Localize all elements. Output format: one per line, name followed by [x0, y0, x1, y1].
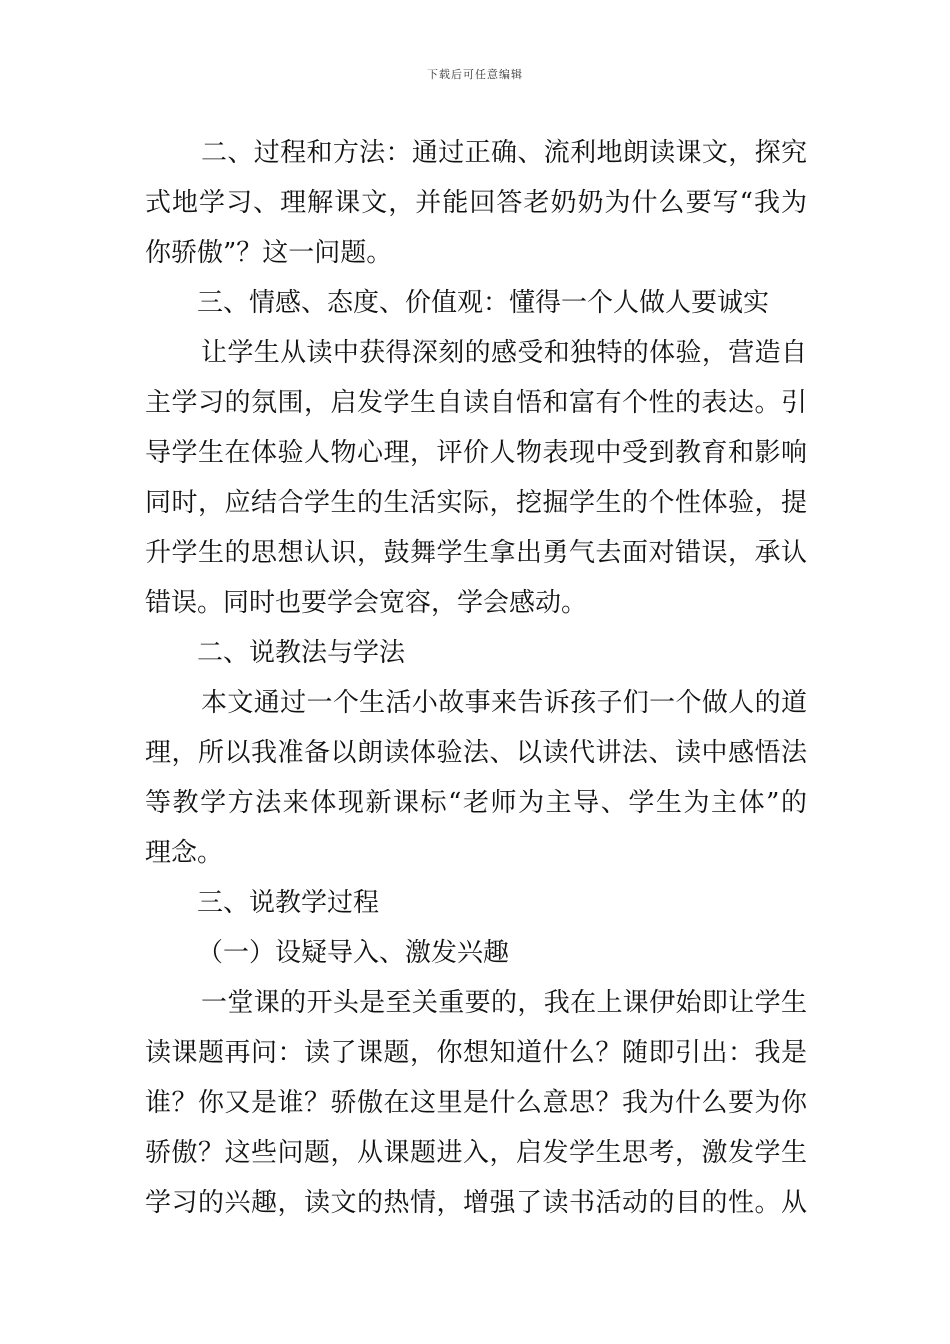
paragraph-line: 式地学习、理解课文，并能回答老奶奶为什么要写“我为: [145, 188, 807, 218]
paragraph-line: 谁？你又是谁？骄傲在这里是什么意思？我为什么要为你: [145, 1088, 807, 1118]
paragraph-line: 等教学方法来体现新课标“老师为主导、学生为主体”的: [145, 788, 807, 818]
page-header-note: 下载后可任意编辑: [427, 68, 523, 81]
paragraph-line: 二、过程和方法：通过正确、流利地朗读课文，探究: [201, 138, 807, 168]
paragraph-line: 读课题再问：读了课题，你想知道什么？随即引出：我是: [145, 1038, 807, 1068]
paragraph-line: 让学生从读中获得深刻的感受和独特的体验，营造自: [201, 338, 807, 368]
paragraph-line: 本文通过一个生活小故事来告诉孩子们一个做人的道: [201, 688, 807, 718]
section-heading: 三、说教学过程: [197, 888, 380, 918]
section-heading: 三、情感、态度、价值观：懂得一个人做人要诚实: [197, 288, 770, 318]
subsection-heading: （一）设疑导入、激发兴趣: [197, 938, 510, 968]
paragraph-line: 主学习的氛围，启发学生自读自悟和富有个性的表达。引: [145, 388, 807, 418]
paragraph-line: 理念。: [145, 838, 224, 868]
paragraph-line: 错误。同时也要学会宽容，学会感动。: [145, 588, 588, 618]
paragraph-line: 一堂课的开头是至关重要的，我在上课伊始即让学生: [201, 988, 807, 1018]
paragraph-line: 理，所以我准备以朗读体验法、以读代讲法、读中感悟法: [145, 738, 807, 768]
paragraph-line: 导学生在体验人物心理，评价人物表现中受到教育和影响: [145, 438, 807, 468]
section-heading: 二、说教法与学法: [197, 638, 406, 668]
paragraph-line: 学习的兴趣，读文的热情，增强了读书活动的目的性。从: [145, 1188, 807, 1218]
document-body: [145, 128, 807, 1228]
paragraph-line: 骄傲？这些问题，从课题进入，启发学生思考，激发学生: [145, 1138, 807, 1168]
paragraph-line: 升学生的思想认识，鼓舞学生拿出勇气去面对错误，承认: [145, 538, 807, 568]
paragraph-line: 你骄傲”？这一问题。: [145, 238, 393, 268]
paragraph-line: 同时，应结合学生的生活实际，挖掘学生的个性体验，提: [145, 488, 807, 518]
